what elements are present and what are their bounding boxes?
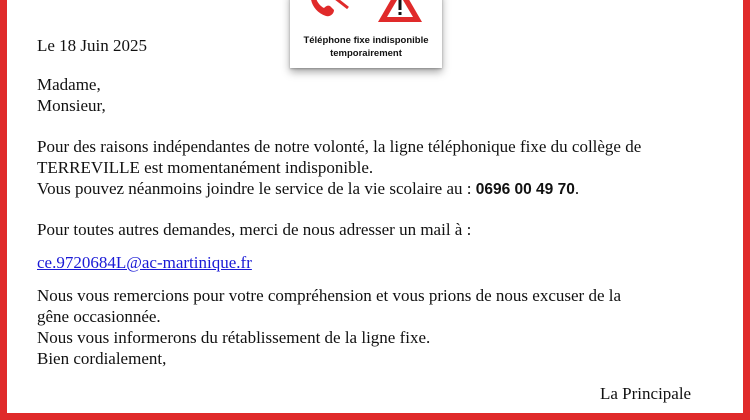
paragraph-3-line-2: gêne occasionnée. xyxy=(37,307,161,326)
paragraph-3-line-1: Nous vous remercions pour votre compréhension et vous prions de nous excuser de la xyxy=(37,286,622,305)
phone-number: 0696 00 49 70 xyxy=(475,181,575,198)
sentence-end: . xyxy=(574,179,580,198)
phone-disconnected-icon xyxy=(311,0,348,16)
signature: La Principale xyxy=(600,384,692,403)
salutation-monsieur: Monsieur, xyxy=(37,96,106,115)
paragraph-2: Pour toutes autres demandes, merci de nous adresser un mail à : xyxy=(37,220,472,239)
letter-date: Le 18 Juin 2025 xyxy=(37,36,148,55)
paragraph-1-line-1: Pour des raisons indépendantes de notre volonté, la ligne téléphonique fixe du collège de xyxy=(37,137,642,156)
paragraph-3-line-3: Nous vous informerons du rétablissement de la ligne fixe. xyxy=(37,328,431,347)
contact-text: Vous pouvez néanmoins joindre le service de la vie scolaire au : xyxy=(37,179,472,198)
notice-banner xyxy=(290,0,442,68)
email-link[interactable]: ce.9720684L@ac-martinique.fr xyxy=(37,253,252,272)
email-line xyxy=(37,252,252,273)
paragraph-1-line-2: TERREVILLE est momentanément indisponible. xyxy=(37,158,374,177)
banner-line-1: Téléphone fixe indisponible xyxy=(303,35,429,46)
paragraph-1-line-3 xyxy=(37,178,579,200)
closing: Bien cordialement, xyxy=(37,349,167,368)
salutation-madame: Madame, xyxy=(37,75,101,94)
banner-line-2: temporairement xyxy=(330,48,402,59)
warning-triangle-icon xyxy=(378,0,422,22)
banner-graphics xyxy=(290,0,442,34)
